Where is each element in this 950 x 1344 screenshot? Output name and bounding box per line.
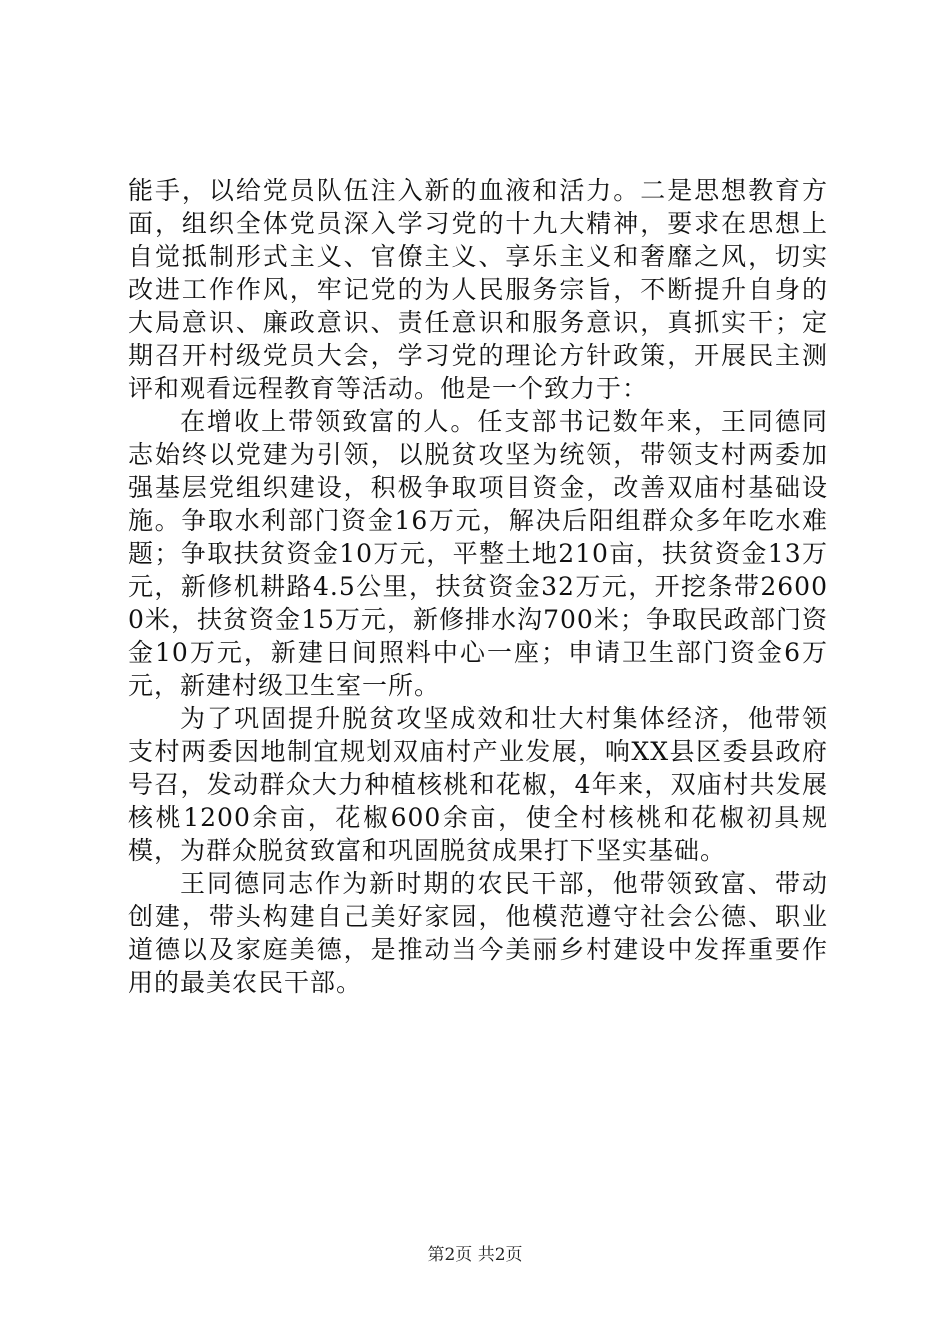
page-footer: [0, 1243, 950, 1267]
body-paragraph-3: 为了巩固提升脱贫攻坚成效和壮大村集体经济，他带领支村两委因地制宜规划双庙村产业发展，响XX县区委县政府号召，发动群众大力种植核桃和花椒，4年来，双庙村共发展核桃1200余亩，花椒600余亩，使全村核桃和花椒初具规模，为群众脱贫致富和巩固脱贫成果打下坚实基础。: [128, 704, 828, 865]
document-body: [128, 174, 828, 999]
page-number-label: 第2页 共2页: [427, 1245, 523, 1265]
body-paragraph-4: 王同德同志作为新时期的农民干部，他带领致富、带动创建，带头构建自己美好家园，他模范遵守社会公德、职业道德以及家庭美德，是推动当今美丽乡村建设中发挥重要作用的最美农民干部。: [128, 869, 828, 997]
body-paragraph-2: 在增收上带领致富的人。任支部书记数年来，王同德同志始终以党建为引领，以脱贫攻坚为统领，带领支村两委加强基层党组织建设，积极争取项目资金，改善双庙村基础设施。争取水利部门资金16万元，解决后阳组群众多年吃水难题；争取扶贫资金10万元，平整土地210亩，扶贫资金13万元，新修机耕路4.5公里，扶贫资金32万元，开挖条带26000米，扶贫资金15万元，新修排水沟700米；争取民政部门资金10万元，新建日间照料中心一座；申请卫生部门资金6万元，新建村级卫生室一所。: [128, 407, 828, 700]
body-paragraph-1: 能手，以给党员队伍注入新的血液和活力。二是思想教育方面，组织全体党员深入学习党的十九大精神，要求在思想上自觉抵制形式主义、官僚主义、享乐主义和奢靡之风，切实改进工作作风，牢记党的为人民服务宗旨，不断提升自身的大局意识、廉政意识、责任意识和服务意识，真抓实干；定期召开村级党员大会，学习党的理论方针政策，开展民主测评和观看远程教育等活动。他是一个致力于：: [128, 176, 828, 403]
